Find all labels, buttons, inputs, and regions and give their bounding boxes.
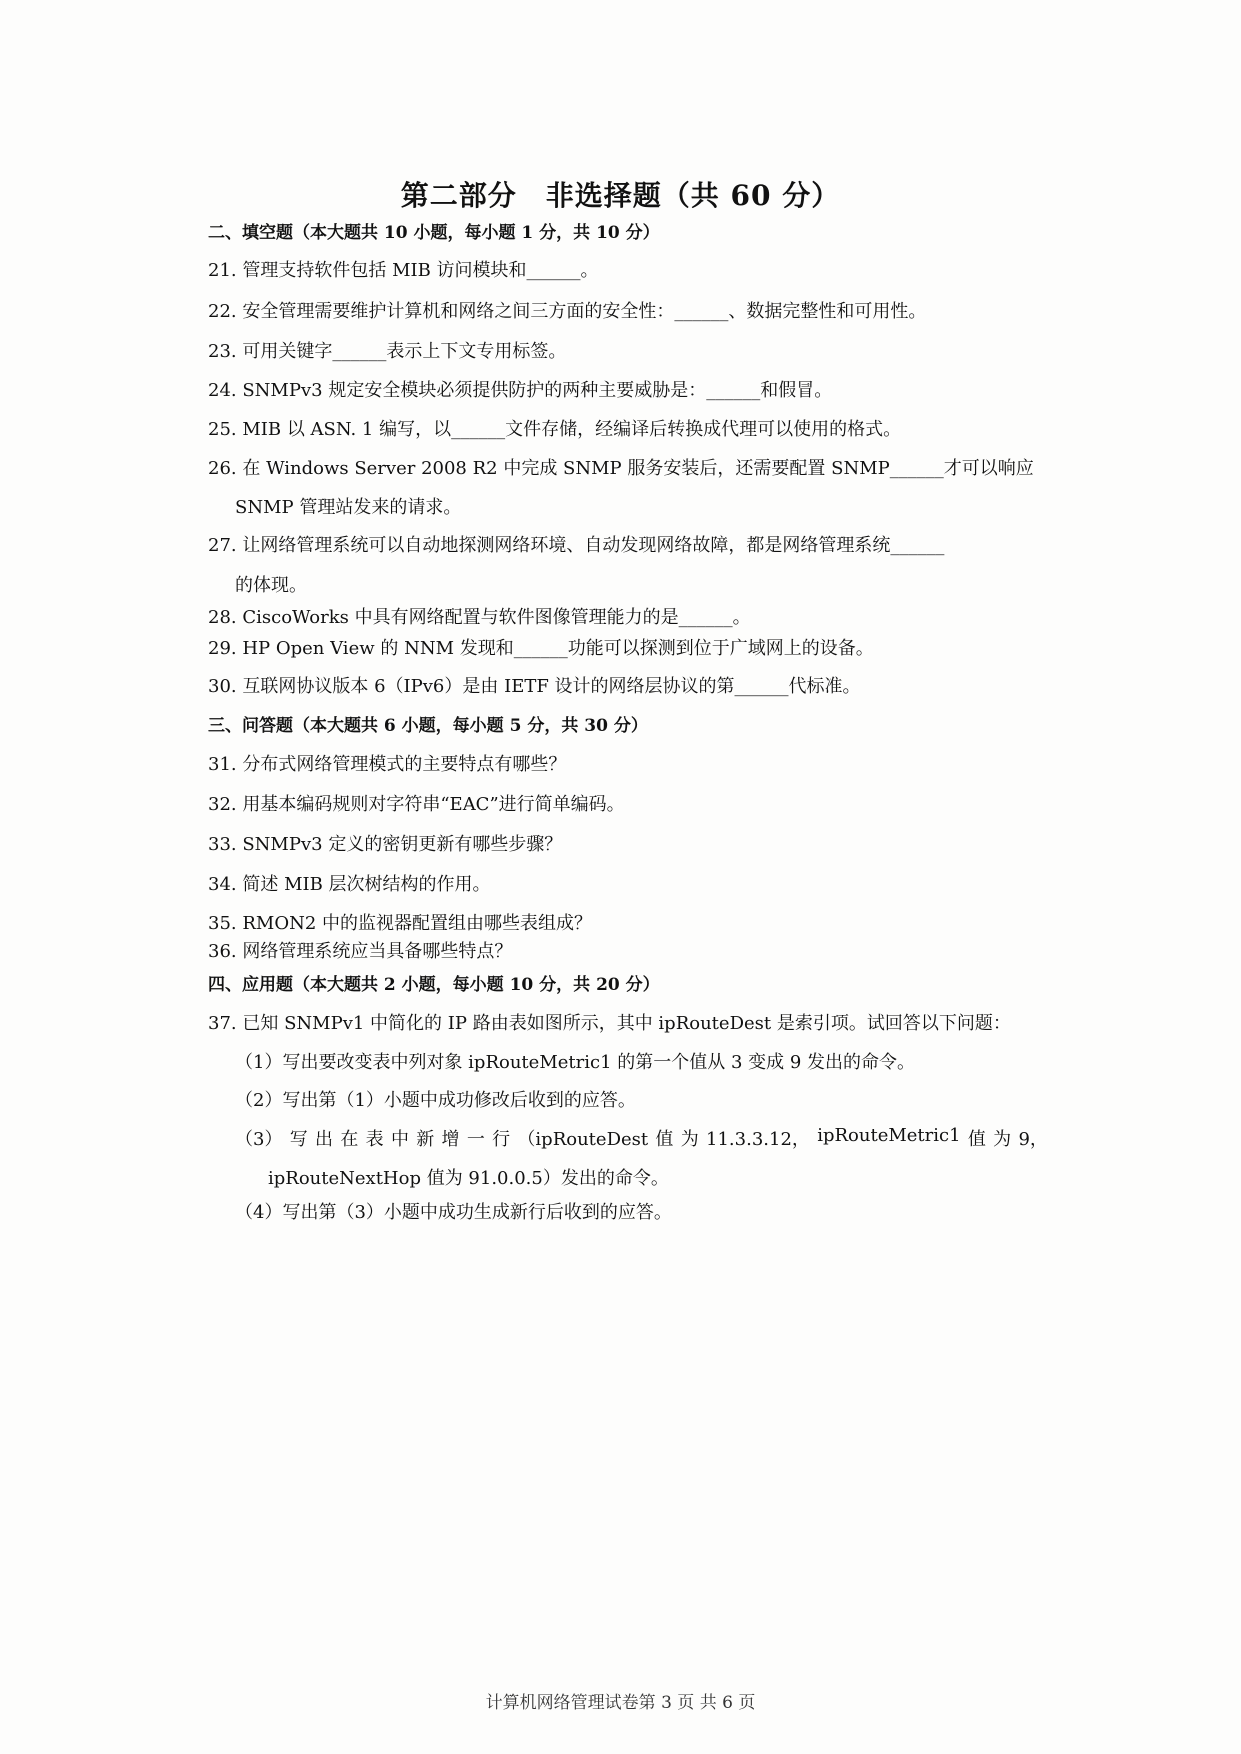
question-29: 29. HP Open View 的 NNM 发现和______功能可以探测到位于广域网上的设备。	[208, 638, 874, 659]
part-3-token: ipRouteMetric1	[817, 1125, 961, 1146]
question-28: 28. CiscoWorks 中具有网络配置与软件图像管理能力的是______。	[208, 607, 751, 628]
question-33: 33. SNMPv3 定义的密钥更新有哪些步骤？	[208, 834, 563, 855]
question-37-part-2: （2）写出第（1）小题中成功修改后收到的应答。	[235, 1090, 636, 1111]
question-27: 27. 让网络管理系统可以自动地探测网络环境、自动发现网络故障，都是网络管理系统______	[208, 535, 945, 556]
question-27-continued: 的体现。	[235, 575, 307, 596]
question-25: 25. MIB 以 ASN. 1 编写，以______文件存储，经编译后转换成代理可以使用的格式。	[208, 419, 902, 440]
question-36: 36. 网络管理系统应当具备哪些特点？	[208, 941, 513, 962]
question-24: 24. SNMPv3 规定安全模块必须提供防护的两种主要威胁是：______和假冒。	[208, 380, 833, 401]
part-3-token: 9，	[1018, 1129, 1048, 1150]
part-3-token: 写	[289, 1129, 308, 1150]
question-22: 22. 安全管理需要维护计算机和网络之间三方面的安全性：______、数据完整性和可用性。	[208, 301, 927, 322]
page-footer: 计算机网络管理试卷第 3 页 共 6 页	[485, 1693, 756, 1713]
question-37-part-4: （4）写出第（3）小题中成功生成新行后收到的应答。	[235, 1202, 672, 1223]
question-32: 32. 用基本编码规则对字符串“EAC”进行简单编码。	[208, 794, 625, 815]
question-26-continued: SNMP 管理站发来的请求。	[235, 497, 462, 518]
part-3-token: 为	[993, 1129, 1012, 1150]
part-3-token: 行	[492, 1129, 511, 1150]
part-3-token: （3）	[235, 1129, 283, 1150]
question-30: 30. 互联网协议版本 6（IPv6）是由 IETF 设计的网络层协议的第______代标准。	[208, 676, 861, 697]
question-37-part-3	[208, 1125, 1048, 1151]
section-heading-fill-in: 二、填空题（本大题共 10 小题，每小题 1 分，共 10 分）	[208, 223, 660, 243]
part-3-token: 中	[390, 1129, 409, 1150]
question-37-part-3-continued: ipRouteNextHop 值为 91.0.0.5）发出的命令。	[268, 1168, 669, 1189]
question-31: 31. 分布式网络管理模式的主要特点有哪些？	[208, 754, 567, 775]
part-3-token: 在	[340, 1129, 359, 1150]
part-3-token: 11.3.3.12，	[706, 1129, 810, 1150]
question-34: 34. 简述 MIB 层次树结构的作用。	[208, 874, 491, 895]
part-3-token: （ipRouteDest	[517, 1129, 649, 1150]
section-heading-application: 四、应用题（本大题共 2 小题，每小题 10 分，共 20 分）	[208, 975, 660, 995]
part-3-token: 值	[655, 1129, 674, 1150]
question-26: 26. 在 Windows Server 2008 R2 中完成 SNMP 服务安装后，还需要配置 SNMP______才可以响应	[208, 458, 1034, 479]
question-21: 21. 管理支持软件包括 MIB 访问模块和______。	[208, 260, 599, 281]
part-3-token: 出	[315, 1129, 334, 1150]
page-title: 第二部分 非选择题（共 60 分）	[400, 179, 841, 212]
part-3-token: 增	[441, 1129, 460, 1150]
part-3-token: 一	[466, 1129, 485, 1150]
section-heading-short-answer: 三、问答题（本大题共 6 小题，每小题 5 分，共 30 分）	[208, 716, 648, 736]
part-3-token: 新	[416, 1129, 435, 1150]
question-23: 23. 可用关键字______表示上下文专用标签。	[208, 341, 567, 362]
part-3-token: 为	[680, 1129, 699, 1150]
question-37-part-1: （1）写出要改变表中列对象 ipRouteMetric1 的第一个值从 3 变成 9 发出的命令。	[235, 1052, 916, 1073]
question-37: 37. 已知 SNMPv1 中简化的 IP 路由表如图所示，其中 ipRouteDest 是索引项。试回答以下问题：	[208, 1013, 1011, 1034]
part-3-token: 值	[967, 1129, 986, 1150]
question-35: 35. RMON2 中的监视器配置组由哪些表组成？	[208, 913, 593, 934]
part-3-token: 表	[365, 1129, 384, 1150]
